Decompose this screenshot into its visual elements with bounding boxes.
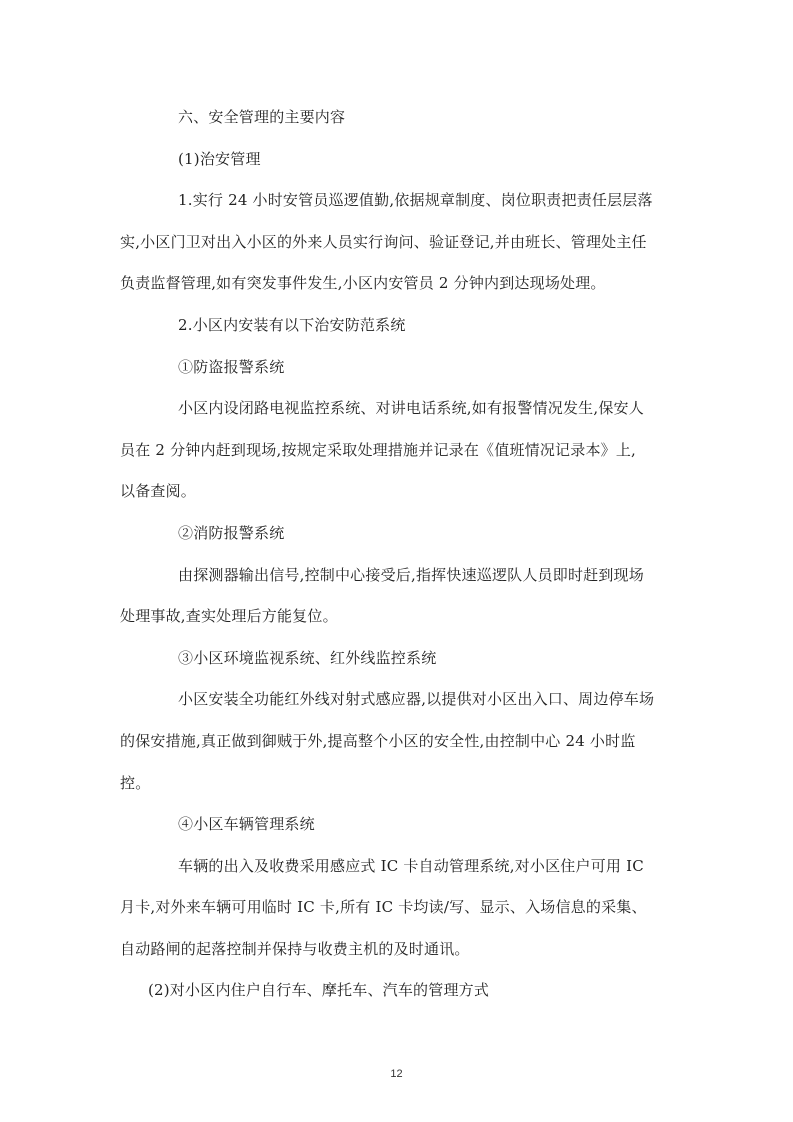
text-line: 以备查阅。 (120, 482, 197, 501)
text-line: 1.实行 24 小时安管员巡逻值勤,依据规章制度、岗位职责把责任层层落 (178, 191, 653, 210)
text-line: 月卡,对外来车辆可用临时 IC 卡,所有 IC 卡均读/写、显示、入场信息的采集、 (120, 898, 647, 917)
text-line: 车辆的出入及收费采用感应式 IC 卡自动管理系统,对小区住户可用 IC (178, 856, 644, 875)
text-line: 实,小区门卫对出入小区的外来人员实行询问、验证登记,并由班长、管理处主任 (120, 232, 647, 251)
text-line: (2)对小区内住户自行车、摩托车、汽车的管理方式 (148, 981, 490, 1000)
text-line: 员在 2 分钟内赶到现场,按规定采取处理措施并记录在《值班情况记录本》上, (120, 440, 637, 459)
text-line: (1)治安管理 (178, 149, 261, 168)
text-line: 自动路闸的起落控制并保持与收费主机的及时通讯。 (120, 939, 470, 958)
text-line: 处理事故,查实处理后方能复位。 (120, 607, 338, 626)
text-line: ③小区环境监视系统、红外线监控系统 (178, 648, 437, 667)
text-line: ②消防报警系统 (178, 523, 285, 542)
text-line: 六、安全管理的主要内容 (178, 108, 346, 126)
text-line: 的保安措施,真正做到御贼于外,提高整个小区的安全性,由控制中心 24 小时监 (120, 731, 636, 750)
text-line: 控。 (120, 773, 151, 792)
text-line: 小区安装全功能红外线对射式感应器,以提供对小区出入口、周边停车场 (178, 690, 655, 709)
body-text (120, 97, 685, 1012)
text-line: 小区内设闭路电视监控系统、对讲电话系统,如有报警情况发生,保安人 (178, 399, 644, 418)
text-line: ④小区车辆管理系统 (178, 815, 315, 834)
text-line: ①防盗报警系统 (178, 357, 285, 376)
text-line: 2.小区内安装有以下治安防范系统 (178, 315, 406, 334)
text-line: 负责监督管理,如有突发事件发生,小区内安管员 2 分钟内到达现场处理。 (120, 274, 606, 293)
page-number: 12 (390, 1068, 403, 1080)
text-line: 由探测器输出信号,控制中心接受后,指挥快速巡逻队人员即时赶到现场 (178, 565, 644, 584)
